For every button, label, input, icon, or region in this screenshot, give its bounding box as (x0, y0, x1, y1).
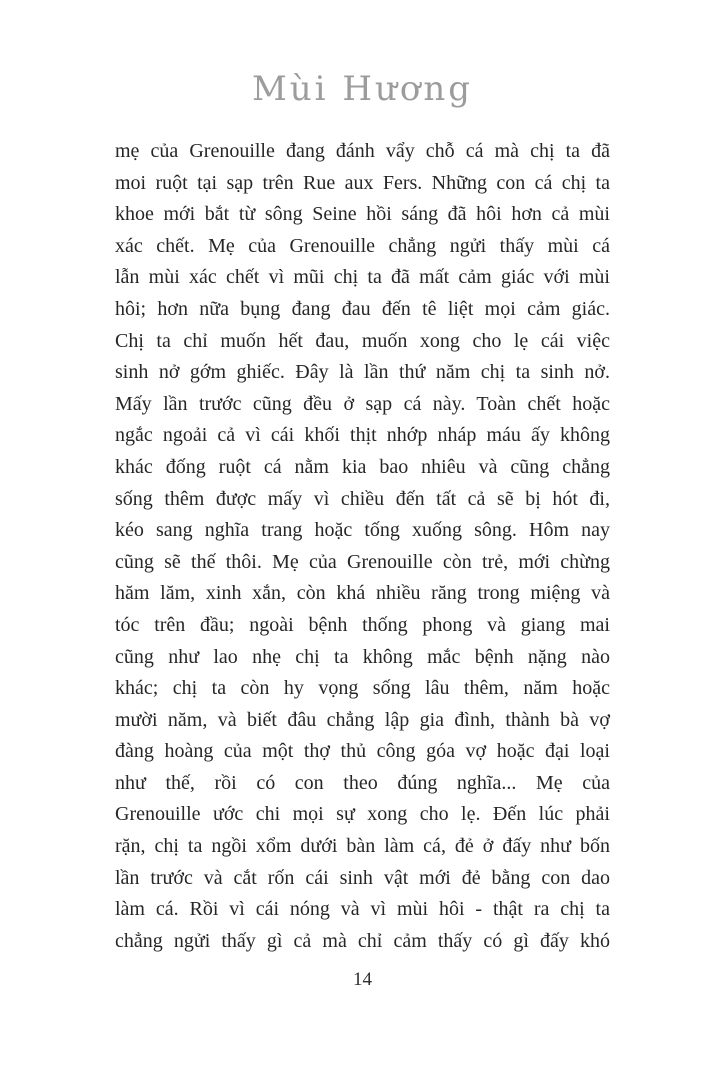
text-line: sống thêm được mấy vì chiều đến tất cả sẽ bị hót đi, (115, 487, 610, 510)
text-line: moi ruột tại sạp trên Rue aux Fers. Những con cá chị ta (115, 171, 610, 194)
page-title: Mùi Hương (251, 69, 474, 109)
text-line: lẫn mùi xác chết vì mũi chị ta đã mất cảm giác với mùi (115, 266, 610, 289)
text-line: tóc trên đầu; ngoài bệnh thống phong và giang mai (115, 613, 610, 636)
text-line: như thế, rồi có con theo đúng nghĩa... Mẹ của (115, 771, 610, 794)
text-line: hôi; hơn nữa bụng đang đau đến tê liệt mọi cảm giác. (115, 297, 610, 320)
text-line: khoe mới bắt từ sông Seine hồi sáng đã hôi hơn cả mùi (115, 203, 610, 226)
text-line: Mấy lần trước cũng đều ở sạp cá này. Toàn chết hoặc (115, 392, 610, 415)
text-line: làm cá. Rồi vì cái nóng và vì mùi hôi - thật ra chị ta (115, 898, 610, 921)
text-line: khác đống ruột cá nằm kia bao nhiêu và cũng chẳng (115, 455, 610, 478)
text-line: ngắc ngoải cả vì cái khối thịt nhớp nháp máu ấy không (115, 424, 610, 447)
text-line: khác; chị ta còn hy vọng sống lâu thêm, năm hoặc (115, 677, 610, 700)
text-line: đàng hoàng của một thợ thủ công góa vợ hoặc đại loại (115, 740, 610, 763)
text-line: hăm lăm, xinh xắn, còn khá nhiều răng trong miệng và (115, 582, 610, 605)
text-line: rặn, chị ta ngồi xổm dưới bàn làm cá, đẻ ở đấy như bốn (115, 835, 610, 858)
text-line: sinh nở gớm ghiếc. Đây là lần thứ năm chị ta sinh nở. (115, 361, 610, 384)
text-line: cũng như lao nhẹ chị ta không mắc bệnh nặng nào (115, 645, 610, 668)
text-line: cũng sẽ thế thôi. Mẹ của Grenouille còn trẻ, mới chừng (115, 550, 610, 573)
text-line: chẳng ngửi thấy gì cả mà chỉ cảm thấy có gì đấy khó (115, 929, 610, 952)
text-line: mẹ của Grenouille đang đánh vẩy chỗ cá mà chị ta đã (115, 140, 610, 162)
text-line: xác chết. Mẹ của Grenouille chẳng ngửi thấy mùi cá (115, 234, 610, 257)
page-number: 14 (353, 969, 372, 991)
text-line: lần trước và cắt rốn cái sinh vật mới đẻ bằng con dao (115, 866, 610, 889)
text-line: mười năm, và biết đâu chẳng lập gia đình, thành bà vợ (115, 708, 610, 731)
text-line: Grenouille ước chi mọi sự xong cho lẹ. Đến lúc phải (115, 803, 610, 826)
body-text (115, 136, 610, 957)
text-line: kéo sang nghĩa trang hoặc tống xuống sông. Hôm nay (115, 519, 610, 542)
text-line: Chị ta chỉ muốn hết đau, muốn xong cho lẹ cái việc (115, 329, 610, 352)
